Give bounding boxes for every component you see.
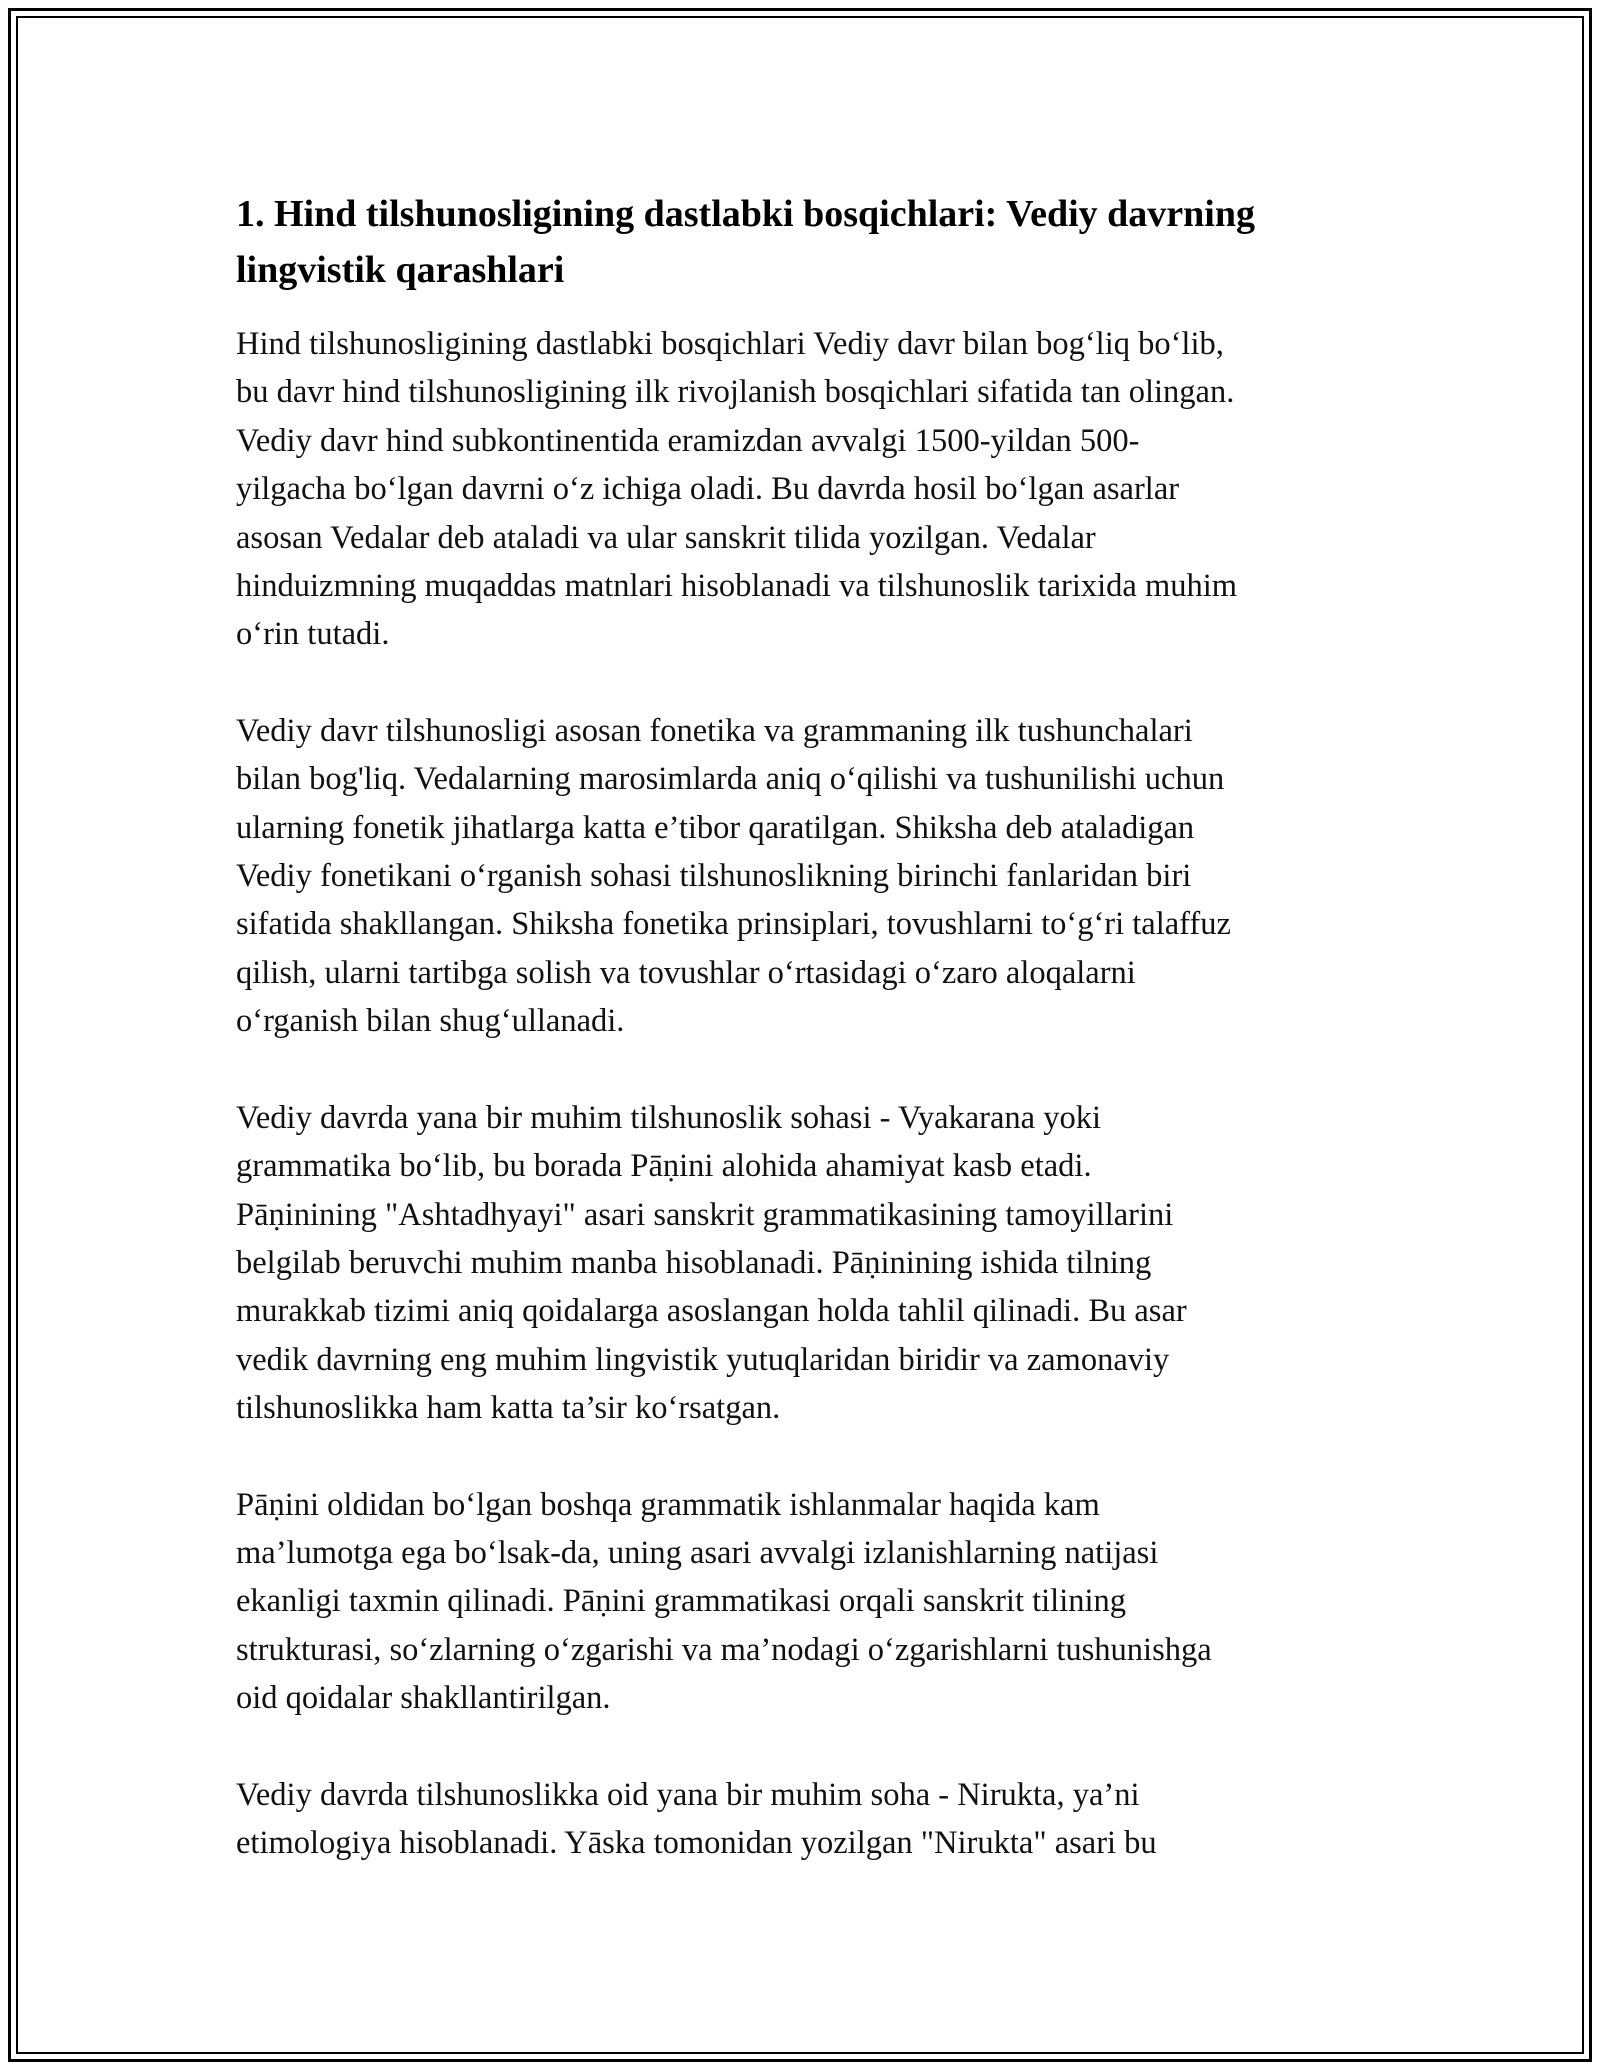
heading-line: 1. Hind tilshunosligining dastlabki bosqichlari: Vediy davrning <box>236 193 1255 235</box>
paragraph-2 <box>236 707 1376 1046</box>
text-line: sifatida shakllangan. Shiksha fonetika prinsiplari, tovushlarni to‘g‘ri talaffuz <box>236 906 1231 943</box>
paragraph-3 <box>236 1094 1376 1433</box>
text-line: qilish, ularni tartibga solish va tovushlar o‘rtasidagi o‘zaro aloqalarni <box>236 954 1136 991</box>
text-line: ma’lumotga ega bo‘lsak-da, uning asari avvalgi izlanishlarning natijasi <box>236 1534 1159 1571</box>
text-line: hinduizmning muqaddas matnlari hisoblanadi va tilshunoslik tarixida muhim <box>236 568 1238 605</box>
text-line: Vediy davr tilshunosligi asosan fonetika va grammaning ilk tushunchalari <box>236 712 1193 749</box>
text-line: ekanligi taxmin qilinadi. Pāṇini grammatikasi orqali sanskrit tilining <box>236 1583 1127 1620</box>
text-line: Vediy davr hind subkontinentida eramizdan avvalgi 1500-yildan 500- <box>236 422 1140 459</box>
text-line: Pāṇini oldidan bo‘lgan boshqa grammatik ishlanmalar haqida kam <box>236 1486 1100 1523</box>
text-line: murakkab tizimi aniq qoidalarga asoslangan holda tahlil qilinadi. Bu asar <box>236 1293 1187 1330</box>
text-line: o‘rganish bilan shug‘ullanadi. <box>236 1003 625 1040</box>
text-line: strukturasi, so‘zlarning o‘zgarishi va ma’nodagi o‘zgarishlarni tushunishga <box>236 1631 1212 1668</box>
text-line: ularning fonetik jihatlarga katta e’tibor qaratilgan. Shiksha deb ataladigan <box>236 809 1195 846</box>
heading-line: lingvistik qarashlari <box>236 249 565 291</box>
text-line: asosan Vedalar deb ataladi va ular sanskrit tilida yozilgan. Vedalar <box>236 519 1096 556</box>
text-line: grammatika bo‘lib, bu borada Pāṇini alohida ahamiyat kasb etadi. <box>236 1148 1092 1185</box>
paragraph-5 <box>236 1771 1376 1868</box>
text-line: etimologiya hisoblanadi. Yāska tomonidan yozilgan "Nirukta" asari bu <box>236 1824 1157 1861</box>
text-line: belgilab beruvchi muhim manba hisoblanadi. Pāṇinining ishida tilning <box>236 1244 1152 1281</box>
text-line: yilgacha bo‘lgan davrni o‘z ichiga oladi. Bu davrda hosil bo‘lgan asarlar <box>236 471 1180 508</box>
text-line: o‘rin tutadi. <box>236 616 390 653</box>
text-line: tilshunoslikka ham katta ta’sir ko‘rsatgan. <box>236 1390 781 1427</box>
paragraph-4 <box>236 1481 1376 1723</box>
text-line: oid qoidalar shakllantirilgan. <box>236 1680 611 1717</box>
text-line: Vediy fonetikani o‘rganish sohasi tilshunoslikning birinchi fanlaridan biri <box>236 858 1192 895</box>
text-line: Vediy davrda yana bir muhim tilshunoslik sohasi - Vyakarana yoki <box>236 1099 1102 1136</box>
text-line: Pāṇinining "Ashtadhyayi" asari sanskrit grammatikasining tamoyillarini <box>236 1196 1174 1233</box>
text-line: Vediy davrda tilshunoslikka oid yana bir muhim soha - Nirukta, ya’ni <box>236 1776 1140 1813</box>
text-line: vedik davrning eng muhim lingvistik yutuqlaridan biridir va zamonaviy <box>236 1341 1170 1378</box>
text-line: bilan bog'liq. Vedalarning marosimlarda aniq o‘qilishi va tushunilishi uchun <box>236 761 1225 798</box>
section-heading <box>236 186 1376 298</box>
text-line: Hind tilshunosligining dastlabki bosqichlari Vediy davr bilan bog‘liq bo‘lib, <box>236 326 1224 362</box>
document-content <box>236 186 1376 1915</box>
text-line: bu davr hind tilshunosligining ilk rivojlanish bosqichlari sifatida tan olingan. <box>236 374 1235 411</box>
paragraph-1 <box>236 320 1376 659</box>
